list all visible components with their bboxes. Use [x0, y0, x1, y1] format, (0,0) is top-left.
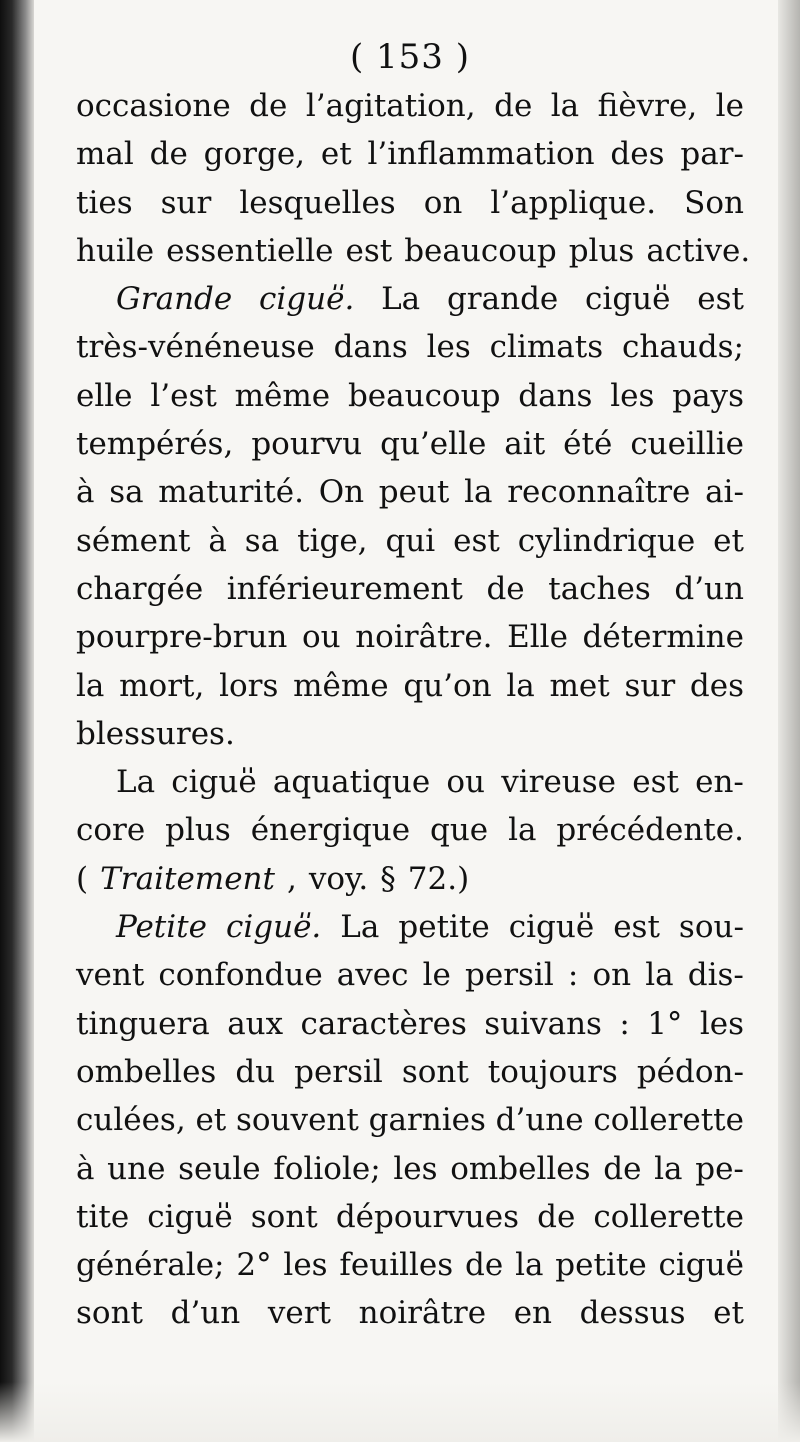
page-bottom-margin: [0, 1382, 800, 1442]
word: de: [603, 1150, 642, 1187]
word: taches: [548, 570, 651, 607]
word: toujours: [487, 1053, 618, 1090]
text-line: [76, 806, 744, 854]
word: à: [76, 474, 95, 511]
word: Petite: [116, 909, 207, 946]
text-line: [76, 1096, 744, 1144]
word: vireuse: [501, 764, 617, 801]
word: core: [76, 812, 146, 849]
word: dis-: [687, 957, 744, 994]
word: est: [632, 764, 679, 801]
word: persil: [465, 957, 554, 994]
word: ai-: [705, 474, 744, 511]
word: La: [116, 764, 156, 801]
text-line: [76, 565, 744, 613]
word: tite: [76, 1198, 130, 1235]
word: l’applique.: [490, 184, 657, 221]
word: seule: [178, 1150, 261, 1187]
page-edge: [778, 0, 800, 1442]
text-line: [76, 130, 744, 178]
page-binding-shadow: [0, 0, 34, 1442]
word: l’est: [150, 377, 217, 414]
word: §: [380, 860, 396, 897]
word: ombelles: [76, 1053, 217, 1090]
word: on: [423, 184, 463, 221]
word: petite: [398, 909, 490, 946]
word: la: [464, 474, 493, 511]
text-line: [76, 1000, 744, 1048]
text-line: [76, 758, 744, 806]
text-line: [76, 323, 744, 371]
word: de: [149, 136, 188, 173]
word: maturité.: [158, 474, 304, 511]
word: par-: [680, 136, 744, 173]
word: met: [549, 667, 610, 704]
word: chargée: [76, 570, 204, 607]
word: essentielle: [166, 232, 334, 269]
word: la: [654, 1150, 683, 1187]
word: dans: [518, 377, 593, 414]
word: de: [249, 88, 288, 124]
word: collerette: [593, 1198, 744, 1235]
word: et: [713, 1295, 744, 1332]
word: les: [426, 329, 471, 366]
word: noirâtre: [358, 1295, 487, 1332]
word: lesquelles: [239, 184, 396, 221]
text-line: [76, 179, 744, 227]
word: et: [195, 1102, 227, 1139]
word: cigue̎.: [226, 909, 322, 946]
word: persil: [294, 1053, 383, 1090]
text-block: [76, 32, 751, 1338]
word: climats: [489, 329, 604, 366]
word: ait: [504, 426, 546, 463]
word: précédente.: [556, 812, 744, 849]
text-line: [76, 710, 744, 758]
word: en-: [695, 764, 744, 801]
word: ou: [301, 619, 341, 656]
word: grande: [446, 281, 559, 318]
word: tige,: [297, 522, 368, 559]
word: à: [208, 522, 227, 559]
word: Grande: [116, 281, 233, 318]
text-line: [76, 951, 744, 999]
word: sa: [244, 522, 280, 559]
word: mal: [76, 136, 134, 173]
word: est: [697, 281, 744, 318]
word: feuilles: [339, 1247, 454, 1284]
word: dessus: [579, 1295, 686, 1332]
word: d’un: [674, 570, 744, 607]
word: qu’on: [403, 667, 492, 704]
word: une: [107, 1150, 166, 1187]
word: est: [453, 522, 500, 559]
word: La: [381, 281, 421, 318]
word: pays: [672, 377, 744, 414]
word: souvent: [236, 1102, 359, 1139]
word: sa: [109, 474, 144, 511]
word: sont: [401, 1053, 469, 1090]
word: garnies: [368, 1102, 486, 1139]
word: petite: [555, 1247, 647, 1284]
word: générale;: [76, 1247, 225, 1284]
word: très-vénéneuse: [76, 329, 315, 366]
word: qui: [385, 522, 436, 559]
word: 72.): [407, 860, 470, 897]
word: beaucoup: [347, 377, 501, 414]
word: 2°: [236, 1247, 272, 1284]
word: et: [713, 522, 744, 559]
word: reconnaître: [507, 474, 691, 511]
word: chauds;: [621, 329, 744, 366]
word: sou-: [678, 909, 744, 946]
word: dépourvues: [335, 1198, 520, 1235]
word: noirâtre.: [355, 619, 493, 656]
word: d’un: [170, 1295, 241, 1332]
word: ties: [76, 184, 133, 221]
word: du: [235, 1053, 276, 1090]
word: cigue̎: [508, 909, 595, 946]
word: plus: [165, 812, 231, 849]
page-number: ( 153 ): [349, 37, 471, 77]
word: pourpre-brun: [76, 619, 288, 656]
word: en: [513, 1295, 552, 1332]
text-line: [76, 420, 744, 468]
word: active.: [646, 232, 751, 269]
word: vent: [76, 957, 145, 994]
word: même: [293, 667, 389, 704]
word: sur: [624, 667, 676, 704]
word: la: [645, 957, 674, 994]
word: des: [689, 667, 744, 704]
word: été: [563, 426, 613, 463]
word: suivans: [484, 1005, 602, 1042]
word: confondue: [158, 957, 323, 994]
word: énergique: [250, 812, 411, 849]
word: tinguera: [76, 1005, 210, 1042]
text-line: [76, 468, 744, 516]
word: détermine: [582, 619, 744, 656]
word: ombelles: [450, 1150, 591, 1187]
word: que: [430, 812, 489, 849]
word: Son: [684, 184, 744, 221]
text-line: [76, 517, 744, 565]
text-line: [76, 1145, 744, 1193]
word: Traitement: [100, 860, 275, 897]
word: On: [318, 474, 365, 511]
word: La: [340, 909, 380, 946]
word: pédon-: [636, 1053, 744, 1090]
word: est: [345, 232, 393, 269]
word: peut: [378, 474, 450, 511]
word: sont: [76, 1295, 143, 1332]
word: des: [610, 136, 665, 173]
word: l’inflammation: [367, 136, 595, 173]
word: gorge,: [203, 136, 306, 173]
word: de: [537, 1198, 576, 1235]
text-line: [76, 1193, 744, 1241]
word: le: [715, 88, 744, 124]
word: de: [465, 1247, 504, 1284]
word: les: [610, 377, 655, 414]
word: tempérés,: [76, 426, 234, 463]
word: blessures.: [76, 715, 235, 752]
word: collerette: [593, 1102, 744, 1139]
word: sément: [76, 522, 191, 559]
text-line: [76, 855, 744, 903]
word: inférieurement: [226, 570, 463, 607]
word: vert: [267, 1295, 331, 1332]
word: beaucoup: [404, 232, 557, 269]
word: d’une: [495, 1102, 584, 1139]
word: voy.: [308, 860, 369, 897]
word: la: [508, 812, 537, 849]
word: culées,: [76, 1102, 186, 1139]
word: caractères: [300, 1005, 467, 1042]
word: les: [283, 1247, 328, 1284]
word: aquatique: [272, 764, 431, 801]
word: cigue̎: [147, 1198, 233, 1235]
word: le: [422, 957, 451, 994]
word: ,: [286, 860, 297, 897]
word: Elle: [507, 619, 568, 656]
word: ou: [446, 764, 486, 801]
word: elle: [76, 377, 133, 414]
text-line: [76, 613, 744, 661]
word: cylindrique: [517, 522, 696, 559]
text-line: [76, 275, 744, 323]
word: la: [76, 667, 105, 704]
word: avec: [336, 957, 409, 994]
word: cigue̎: [658, 1247, 744, 1284]
word: occasione: [76, 88, 231, 124]
word: la: [506, 667, 535, 704]
word: sur: [160, 184, 212, 221]
word: de: [486, 570, 525, 607]
word: et: [320, 136, 352, 173]
word: lors: [219, 667, 279, 704]
word: cueillie: [630, 426, 744, 463]
text-line: [76, 82, 744, 130]
word: pourvu: [251, 426, 363, 463]
word: plus: [568, 232, 635, 269]
word: (: [76, 860, 89, 897]
text-line: [76, 903, 744, 951]
word: foliole;: [273, 1150, 381, 1187]
word: les: [393, 1150, 438, 1187]
word: fièvre,: [597, 88, 698, 124]
text-line: [76, 372, 744, 420]
word: huile: [76, 232, 155, 269]
word: aux: [227, 1005, 284, 1042]
word: cigue̎.: [259, 281, 355, 318]
text-line: [76, 662, 744, 710]
word: est: [613, 909, 660, 946]
word: dans: [333, 329, 408, 366]
word: mort,: [119, 667, 205, 704]
word: la: [550, 88, 580, 124]
text-line: [76, 1241, 744, 1289]
word: pe-: [695, 1150, 744, 1187]
word: de: [494, 88, 533, 124]
word: les: [699, 1005, 744, 1042]
word: :: [619, 1005, 630, 1042]
word: :: [567, 957, 579, 994]
word: cigue̎: [585, 281, 671, 318]
word: la: [515, 1247, 544, 1284]
word: sont: [250, 1198, 318, 1235]
word: qu’elle: [380, 426, 487, 463]
body-text: [76, 82, 751, 1338]
text-line: [76, 227, 751, 275]
text-line: [76, 1048, 744, 1096]
word: on: [592, 957, 632, 994]
word: même: [234, 377, 331, 414]
word: à: [76, 1150, 95, 1187]
word: cigue̎: [171, 764, 257, 801]
word: 1°: [647, 1005, 683, 1042]
text-line: [76, 1289, 744, 1337]
word: l’agitation,: [305, 88, 476, 124]
